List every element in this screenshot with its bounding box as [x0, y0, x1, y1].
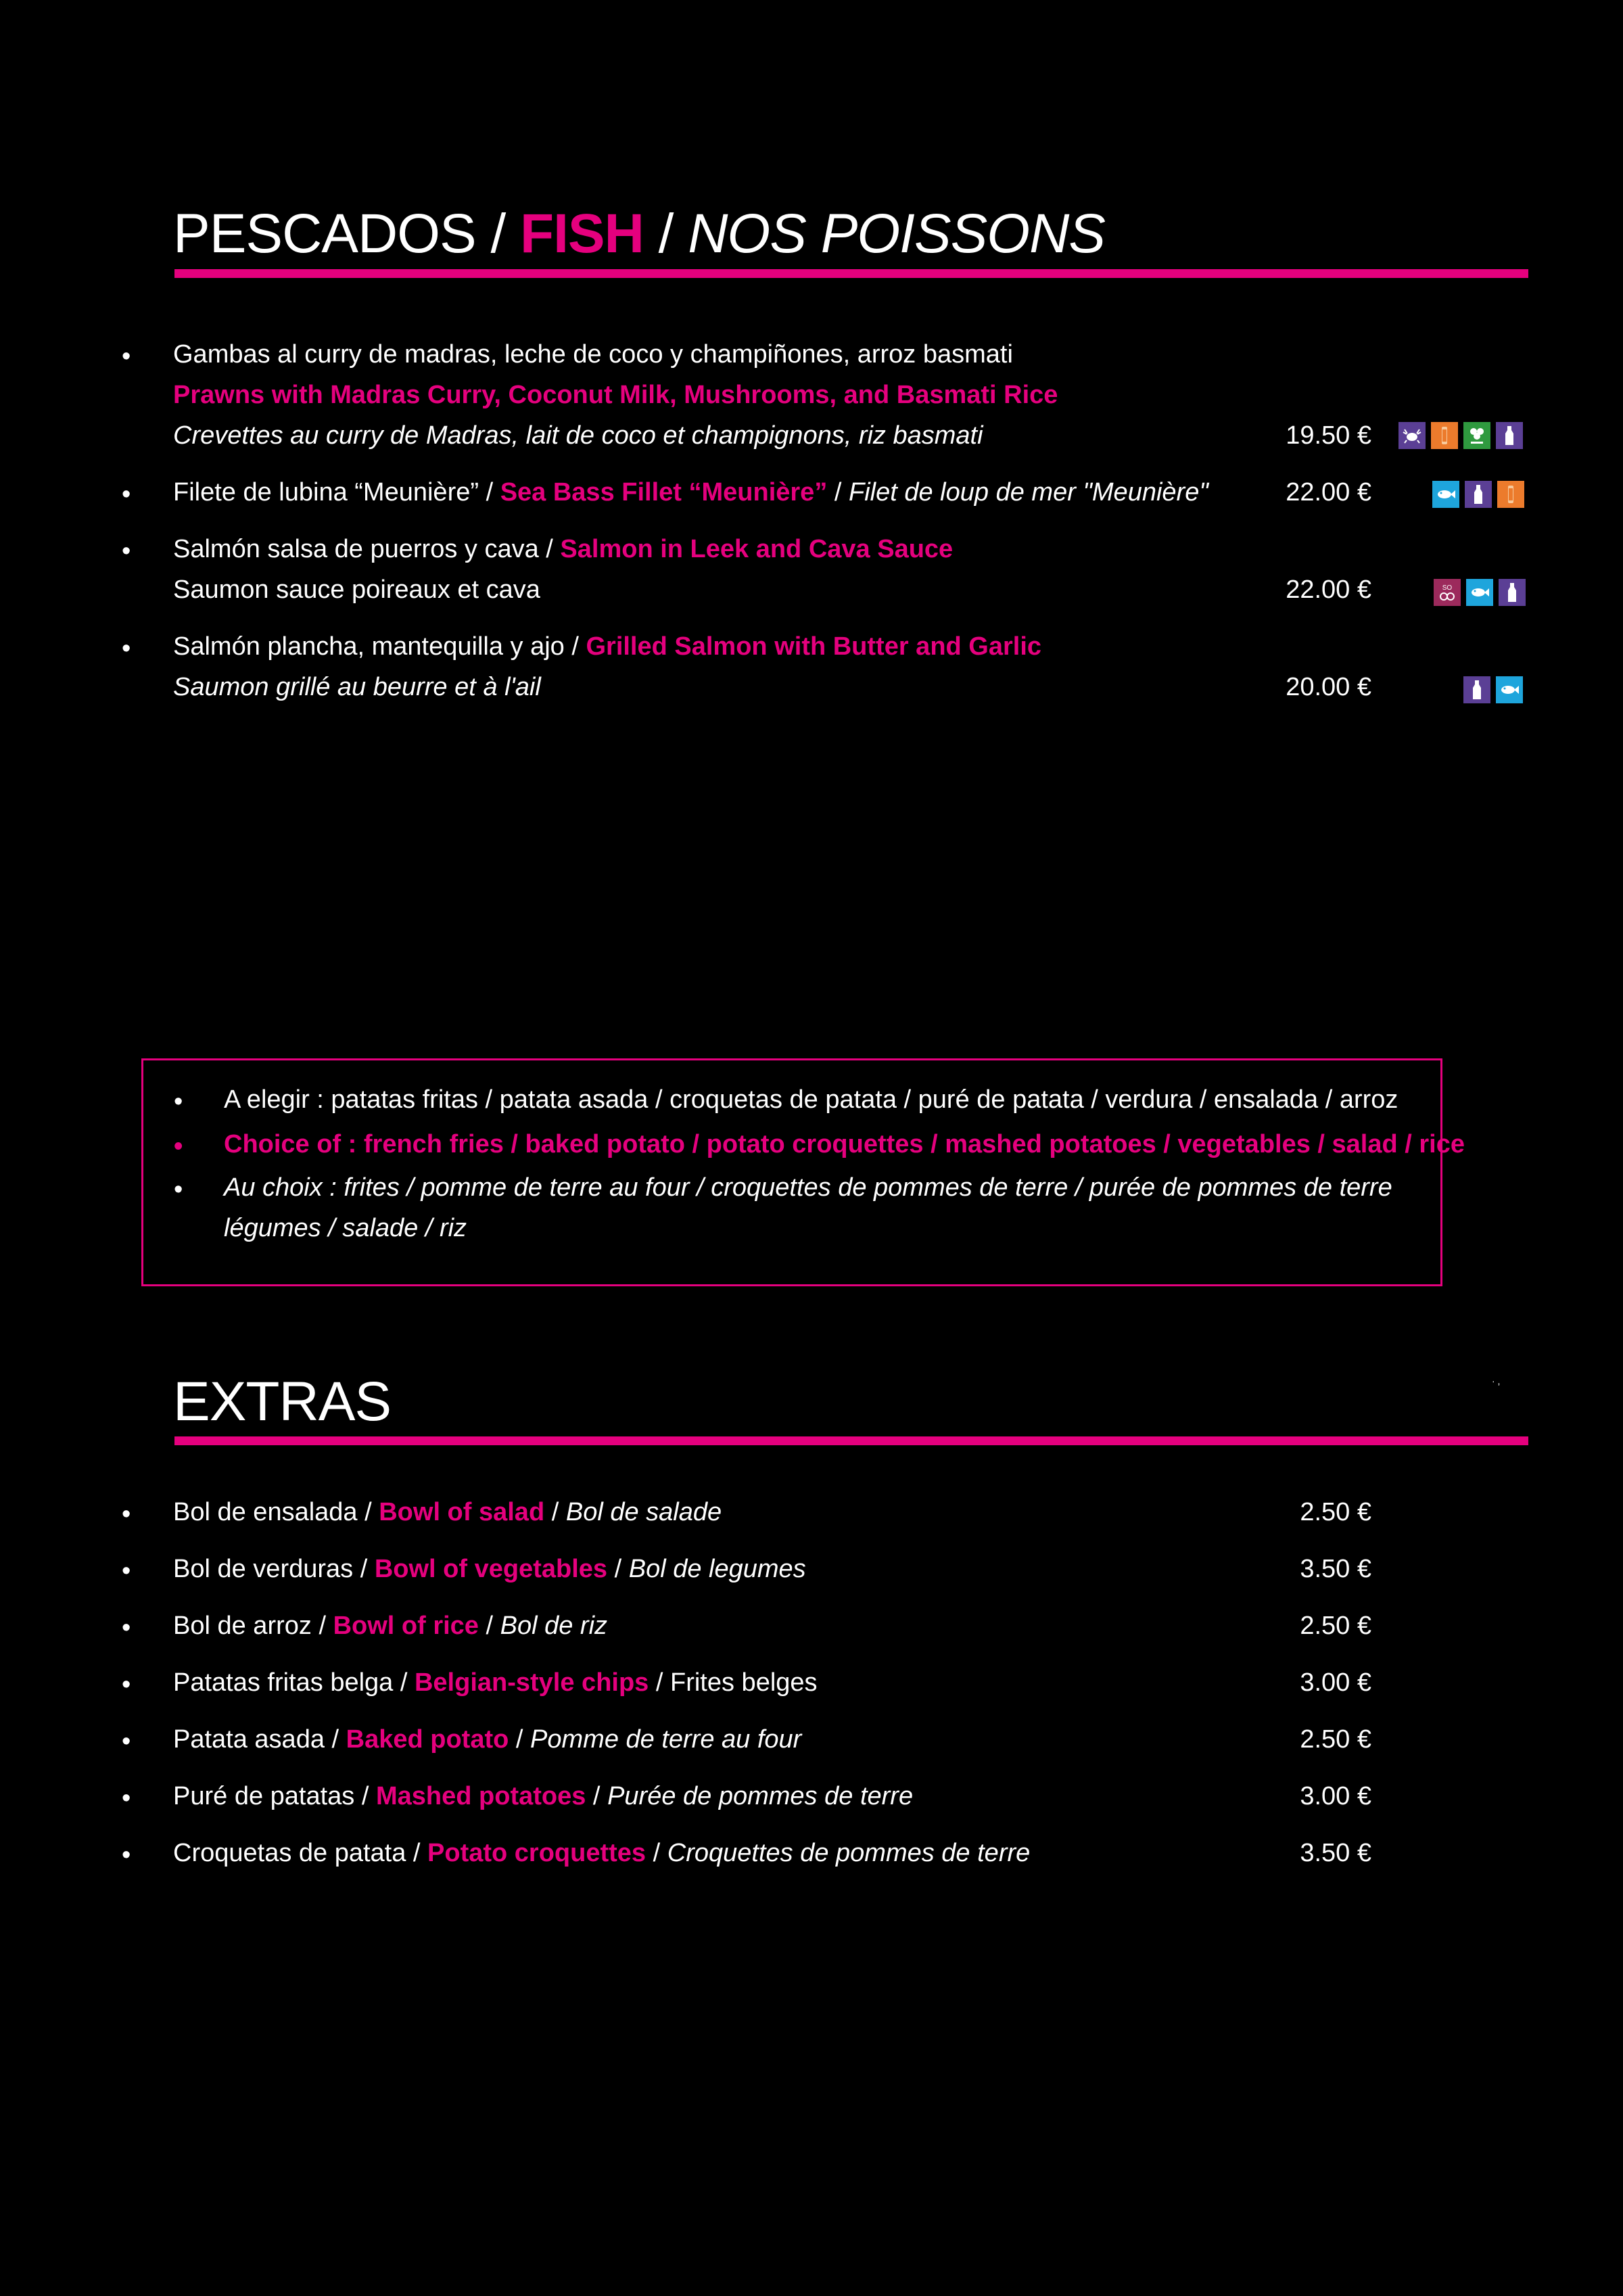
- bullet: •: [122, 480, 131, 509]
- extras-item-es: Puré de patatas /: [173, 1782, 376, 1810]
- extras-item-en: Belgian-style chips: [414, 1668, 649, 1697]
- bullet: •: [174, 1087, 183, 1116]
- svg-text:SO: SO: [1442, 584, 1453, 592]
- extras-item-es: Patatas fritas belga /: [173, 1668, 415, 1697]
- extras-item-sep: /: [646, 1839, 667, 1867]
- extras-item-en: Baked potato: [346, 1725, 509, 1754]
- extras-item-sep: /: [509, 1725, 531, 1754]
- extras-item-price: 3.00 €: [1300, 1782, 1371, 1810]
- extras-item-sep: /: [544, 1498, 566, 1526]
- extras-item-sep: /: [478, 1612, 500, 1640]
- extras-item-en: Potato croquettes: [427, 1839, 646, 1867]
- fish-icon: [1432, 481, 1459, 508]
- milk-icon: [1463, 676, 1490, 703]
- bullet: •: [174, 1132, 183, 1161]
- item-1-en: Prawns with Madras Curry, Coconut Milk, Mushrooms, and Basmati Rice: [173, 381, 1058, 409]
- item-4-line: [173, 634, 1041, 659]
- item-3-allergens: [1434, 579, 1526, 606]
- celery-icon: [1463, 422, 1490, 449]
- extras-item-sep: /: [586, 1782, 608, 1810]
- item-2-fr: Filet de loup de mer "Meunière": [849, 478, 1208, 507]
- extras-item: [173, 1840, 1030, 1866]
- item-3-price: 22.00 €: [1286, 576, 1371, 604]
- extras-item-price: 2.50 €: [1300, 1612, 1371, 1640]
- item-2-line: [173, 479, 1208, 505]
- item-2-es: Filete de lubina “Meunière” /: [173, 478, 500, 507]
- sides-fr-line1: Au choix : frites / pomme de terre au four / croquettes de pommes de terre / purée de pommes de terre: [224, 1173, 1392, 1202]
- item-4-en: Grilled Salmon with Butter and Garlic: [586, 632, 1042, 661]
- sides-fr-line2: légumes / salade / riz: [224, 1214, 467, 1242]
- bullet: •: [122, 342, 131, 371]
- extras-item: [173, 1783, 913, 1809]
- extras-item: [173, 1613, 607, 1639]
- title-en: FISH: [520, 203, 644, 264]
- milk-icon: [1499, 579, 1526, 606]
- extras-item-en: Bowl of salad: [379, 1498, 545, 1526]
- item-4-fr: Saumon grillé au beurre et à l'ail: [173, 673, 541, 701]
- title-sep: /: [643, 203, 688, 264]
- extras-item-fr: Purée de pommes de terre: [607, 1782, 914, 1810]
- milk-icon: [1465, 481, 1492, 508]
- extras-item-es: Croquetas de patata /: [173, 1839, 428, 1867]
- extras-item-es: Bol de ensalada /: [173, 1498, 379, 1526]
- item-4-price: 20.00 €: [1286, 673, 1371, 701]
- sides-es: A elegir : patatas fritas / patata asada / croquetas de patata / puré de patata / verdura / ensalada / arroz: [224, 1085, 1398, 1114]
- item-2-en: Sea Bass Fillet “Meunière”: [500, 478, 828, 507]
- sulphites-icon: [1434, 579, 1461, 606]
- item-2-price: 22.00 €: [1286, 478, 1371, 507]
- extras-item-es: Bol de arroz /: [173, 1612, 333, 1640]
- item-4-es: Salmón plancha, mantequilla y ajo /: [173, 632, 586, 661]
- extras-item-en: Bowl of vegetables: [374, 1555, 608, 1583]
- item-3-es: Salmón salsa de puerros y cava /: [173, 535, 561, 563]
- extras-item-price: 3.00 €: [1300, 1668, 1371, 1697]
- item-3-en: Salmon in Leek and Cava Sauce: [560, 535, 954, 563]
- extras-item: [173, 1670, 818, 1695]
- bullet: •: [122, 1727, 131, 1756]
- extras-item-es: Bol de verduras /: [173, 1555, 375, 1583]
- mustard-icon: [1431, 422, 1458, 449]
- item-2-sep: /: [827, 478, 849, 507]
- extras-item-fr: Croquettes de pommes de terre: [667, 1839, 1031, 1867]
- item-3-fr: Saumon sauce poireaux et cava: [173, 576, 540, 604]
- extras-item-en: Bowl of rice: [333, 1612, 479, 1640]
- item-1-price: 19.50 €: [1286, 421, 1371, 450]
- bullet: •: [122, 1784, 131, 1812]
- title-fr: NOS POISSONS: [688, 203, 1106, 264]
- crustacean-icon: [1398, 422, 1426, 449]
- extras-title-rule: [174, 1436, 1528, 1445]
- fish-title-rule: [174, 269, 1528, 278]
- extras-item-es: Patata asada /: [173, 1725, 346, 1754]
- extras-item-fr: Bol de riz: [500, 1612, 608, 1640]
- bullet: •: [122, 1500, 131, 1528]
- bullet: •: [122, 1614, 131, 1642]
- item-1-es: Gambas al curry de madras, leche de coco y champiñones, arroz basmati: [173, 340, 1013, 369]
- bullet: •: [174, 1175, 183, 1204]
- bullet: •: [122, 634, 131, 663]
- mustard-icon: [1497, 481, 1524, 508]
- extras-section-title: EXTRAS: [173, 1371, 392, 1432]
- extras-item-price: 3.50 €: [1300, 1555, 1371, 1583]
- fish-icon: [1466, 579, 1493, 606]
- item-1-allergens: [1398, 422, 1523, 449]
- title-es: PESCADOS /: [173, 203, 521, 264]
- bullet: •: [122, 1557, 131, 1585]
- item-3-line: [173, 536, 953, 562]
- stray-mark: · ,: [1492, 1376, 1501, 1386]
- extras-item-price: 2.50 €: [1300, 1498, 1371, 1526]
- extras-item: [173, 1727, 801, 1752]
- extras-item-fr: Bol de salade: [565, 1498, 722, 1526]
- fish-section-title: [173, 203, 1106, 264]
- extras-item-price: 3.50 €: [1300, 1839, 1371, 1867]
- extras-item-sep: /: [649, 1668, 670, 1697]
- extras-item-sep: /: [607, 1555, 629, 1583]
- bullet: •: [122, 1670, 131, 1699]
- milk-icon: [1496, 422, 1523, 449]
- extras-item-en: Mashed potatoes: [375, 1782, 586, 1810]
- extras-item-fr: Bol de legumes: [628, 1555, 806, 1583]
- fish-icon: [1496, 676, 1523, 703]
- extras-item-fr: Frites belges: [670, 1668, 818, 1697]
- extras-item: [173, 1556, 806, 1582]
- bullet: •: [122, 1841, 131, 1869]
- extras-item: [173, 1499, 722, 1525]
- extras-item-fr: Pomme de terre au four: [530, 1725, 802, 1754]
- extras-item-price: 2.50 €: [1300, 1725, 1371, 1754]
- item-1-fr: Crevettes au curry de Madras, lait de coco et champignons, riz basmati: [173, 421, 983, 450]
- sides-en: Choice of : french fries / baked potato / potato croquettes / mashed potatoes / vegetables / salad / rice: [224, 1130, 1465, 1158]
- bullet: •: [122, 537, 131, 565]
- item-4-allergens: [1463, 676, 1523, 703]
- item-2-allergens: [1432, 481, 1524, 508]
